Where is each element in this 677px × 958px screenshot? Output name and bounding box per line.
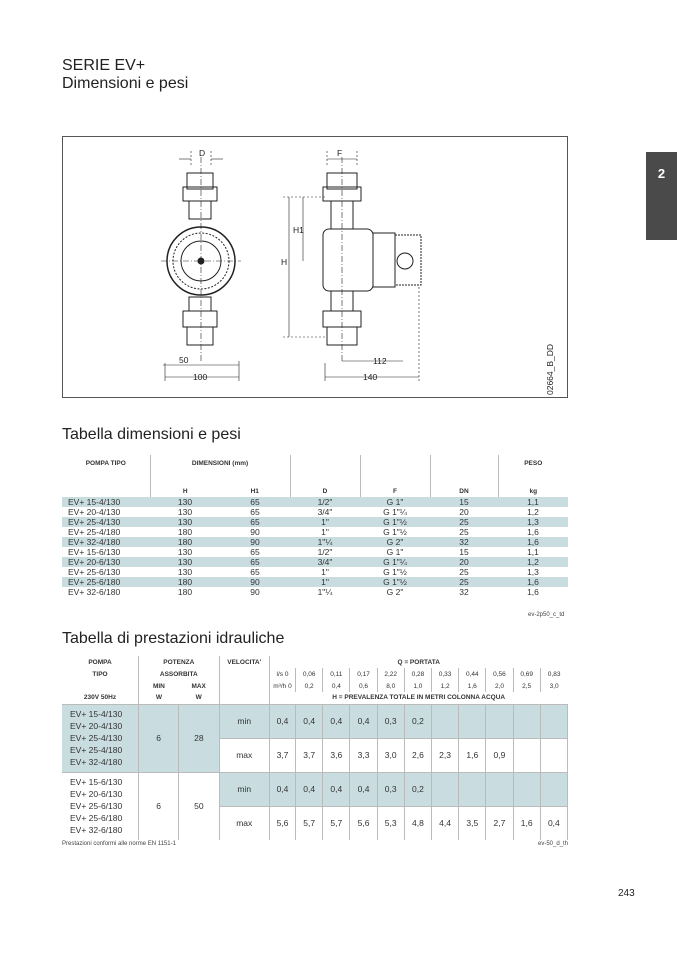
- page-subtitle: Dimensioni e pesi: [62, 75, 189, 92]
- head-value: [513, 704, 540, 738]
- table-row: [62, 527, 568, 537]
- value-cell: 1": [321, 527, 329, 537]
- head-value: 3,0: [377, 738, 404, 772]
- hdr-potenza: POTENZA: [163, 658, 195, 666]
- hdr-peso: PESO: [524, 460, 543, 467]
- ls-val: 0,28: [404, 668, 431, 680]
- hdr-w1: W: [155, 694, 162, 702]
- hdr-dimensioni: DIMENSIONI (mm): [191, 460, 249, 467]
- value-cell: 65: [250, 547, 260, 557]
- pump-list: [62, 704, 139, 772]
- head-value: [513, 738, 540, 772]
- value-cell: 65: [220, 557, 290, 567]
- value-cell: 130: [177, 547, 193, 557]
- speed-min-label: min: [219, 704, 269, 738]
- head-value: 3,3: [350, 738, 377, 772]
- head-value: 5,7: [323, 806, 350, 840]
- table-row: [62, 567, 568, 577]
- value-cell: 130: [177, 567, 193, 577]
- col-dn: DN: [430, 487, 498, 497]
- value-cell: 1,2: [527, 507, 539, 517]
- value-cell: 15: [430, 497, 498, 507]
- pump-name: EV+ 25-6/130: [70, 801, 123, 812]
- value-cell: 1": [290, 517, 360, 527]
- value-cell: 3/4": [317, 507, 333, 517]
- value-cell: 130: [150, 497, 220, 507]
- table-row: [62, 537, 568, 547]
- value-cell: 25: [430, 577, 498, 587]
- table2-note-left: Prestazioni conformi alle norme EN 1151-1: [62, 841, 176, 847]
- ls-val: 0,69: [513, 668, 540, 680]
- ls-val: 0,17: [350, 668, 377, 680]
- value-cell: G 1"½: [383, 567, 407, 577]
- head-value: [432, 704, 459, 738]
- front-view-drawing: [161, 157, 241, 363]
- pump-type-cell: EV+ 32-6/180: [68, 587, 121, 597]
- head-value: [459, 772, 486, 806]
- label-h: H: [281, 257, 288, 267]
- pump-type-cell: EV+ 15-4/130: [62, 497, 150, 507]
- pump-list: [62, 772, 139, 840]
- ls-val: 0,11: [323, 668, 350, 680]
- head-value: 0,2: [404, 772, 431, 806]
- power-min: 6: [139, 772, 179, 840]
- technical-drawing: [62, 136, 568, 398]
- m3h-val: 1,2: [432, 680, 459, 692]
- pump-name: EV+ 25-4/180: [70, 745, 123, 755]
- value-cell: 1,2: [498, 557, 568, 567]
- label-140: 140: [363, 372, 378, 382]
- value-cell: G 1"½: [360, 577, 430, 587]
- value-cell: 20: [430, 557, 498, 567]
- value-cell: 25: [459, 527, 469, 537]
- value-cell: 90: [220, 537, 290, 547]
- value-cell: G 2": [360, 537, 430, 547]
- table-row: [62, 772, 568, 806]
- table2-note-right: ev-50_d_th: [538, 841, 569, 847]
- pump-type-cell: EV+ 20-4/130: [68, 507, 121, 517]
- pump-name: EV+ 15-4/130: [70, 709, 123, 719]
- label-50: 50: [179, 355, 189, 365]
- value-cell: 1,6: [527, 587, 539, 597]
- value-cell: 130: [177, 507, 193, 517]
- head-value: 0,4: [350, 772, 377, 806]
- head-value: 4,4: [432, 806, 459, 840]
- col-kg: kg: [529, 488, 538, 495]
- m3h-val: 8,0: [377, 680, 404, 692]
- pump-type-cell: EV+ 20-6/130: [62, 557, 150, 567]
- label-h1: H1: [293, 225, 304, 235]
- head-value: 0,4: [323, 704, 350, 738]
- power-max: 28: [179, 704, 219, 772]
- m3h-val: 0,6: [350, 680, 377, 692]
- speed-max-label: max: [219, 806, 269, 840]
- pump-type-cell: EV+ 25-6/130: [68, 567, 121, 577]
- head-value: 0,2: [404, 704, 431, 738]
- table1-units-row: [62, 487, 568, 497]
- value-cell: 15: [459, 547, 469, 557]
- m3h-val: 0,2: [296, 680, 323, 692]
- head-value: 5,7: [296, 806, 323, 840]
- series-title: SERIE EV+: [62, 57, 146, 74]
- value-cell: 180: [150, 577, 220, 587]
- table1-header-row: [62, 455, 568, 487]
- value-cell: 65: [250, 567, 260, 577]
- value-cell: 1,6: [498, 577, 568, 587]
- value-cell: 90: [250, 587, 260, 597]
- hdr-min: MIN: [152, 682, 165, 690]
- head-value: 5,6: [269, 806, 295, 840]
- head-value: 0,3: [377, 704, 404, 738]
- head-value: [540, 772, 567, 806]
- ls-val: 2,22: [377, 668, 404, 680]
- head-value: 2,7: [486, 806, 513, 840]
- pump-name: EV+ 25-6/180: [70, 813, 123, 824]
- value-cell: 1": [290, 577, 360, 587]
- value-cell: G 1": [386, 547, 404, 557]
- label-112: 112: [373, 356, 387, 366]
- power-min: 6: [139, 704, 179, 772]
- value-cell: G 1"½: [383, 527, 407, 537]
- m3h-val: 2,5: [513, 680, 540, 692]
- table-row: [62, 557, 568, 567]
- chapter-tab: 2: [646, 152, 677, 240]
- table-row: [62, 587, 568, 597]
- value-cell: 25: [430, 517, 498, 527]
- pump-drawing-svg: [63, 137, 567, 397]
- value-cell: 65: [250, 507, 260, 517]
- ls-val: 0,33: [432, 668, 459, 680]
- table1-title: Tabella dimensioni e pesi: [62, 426, 241, 443]
- head-value: [459, 704, 486, 738]
- pump-type-cell: EV+ 25-4/180: [68, 527, 121, 537]
- head-value: 0,4: [269, 772, 295, 806]
- col-d: D: [290, 487, 360, 497]
- power-max: 50: [179, 772, 219, 840]
- speed-max-label: max: [219, 738, 269, 772]
- col-f: F: [360, 487, 430, 497]
- head-value: 2,6: [404, 738, 431, 772]
- table-row: [62, 577, 568, 587]
- value-cell: 20: [459, 507, 469, 517]
- hdr-velocita: VELOCITA': [219, 656, 269, 668]
- table-row: [62, 547, 568, 557]
- side-view-drawing: [323, 157, 421, 363]
- value-cell: G 1"¼: [383, 507, 407, 517]
- pump-name: EV+ 25-4/130: [70, 733, 123, 743]
- ls-val: 0,83: [547, 670, 561, 678]
- label-d: D: [199, 148, 206, 158]
- value-cell: G 2": [386, 587, 404, 597]
- unit-ls: l/s 0: [269, 668, 295, 680]
- value-cell: 90: [250, 527, 260, 537]
- value-cell: 90: [220, 577, 290, 587]
- m3h-val: 1,6: [459, 680, 486, 692]
- value-cell: 32: [459, 587, 469, 597]
- label-100: 100: [193, 372, 208, 382]
- hdr-prevalenza: H = PREVALENZA TOTALE IN METRI COLONNA ACQUA: [332, 694, 506, 702]
- table2-title: Tabella di prestazioni idrauliche: [62, 630, 285, 647]
- head-value: 3,7: [296, 738, 323, 772]
- head-value: 0,4: [350, 704, 377, 738]
- head-value: 0,3: [377, 772, 404, 806]
- ls-val: 0,44: [459, 668, 486, 680]
- value-cell: G 1"¼: [360, 557, 430, 567]
- value-cell: 32: [430, 537, 498, 547]
- value-cell: G 1": [360, 497, 430, 507]
- value-cell: 1": [321, 567, 329, 577]
- head-value: 5,6: [350, 806, 377, 840]
- m3h-val: 2,0: [486, 680, 513, 692]
- label-f: F: [337, 148, 343, 158]
- head-value: 0,4: [296, 704, 323, 738]
- hdr-portata: Q = PORTATA: [397, 658, 440, 666]
- hdr-pompa: POMPA: [62, 656, 139, 668]
- table-row: [62, 497, 568, 507]
- value-cell: 65: [220, 517, 290, 527]
- value-cell: 1,1: [498, 497, 568, 507]
- head-value: 0,4: [540, 806, 567, 840]
- value-cell: 1"¼: [317, 587, 333, 597]
- table1-note: ev-2p50_c_td: [528, 612, 565, 618]
- pump-type-cell: EV+ 25-4/130: [62, 517, 150, 527]
- head-value: [486, 704, 513, 738]
- hdr-pompa-tipo: POMPA TIPO: [62, 455, 150, 487]
- head-value: 1,6: [459, 738, 486, 772]
- value-cell: 1/2": [290, 497, 360, 507]
- head-value: 3,5: [459, 806, 486, 840]
- m3h-val: 0,4: [323, 680, 350, 692]
- col-h: H: [182, 488, 188, 495]
- pump-name: EV+ 32-6/180: [70, 825, 123, 836]
- performance-table: [62, 656, 568, 840]
- hdr-tipo: TIPO: [62, 668, 139, 680]
- value-cell: 1"¼: [290, 537, 360, 547]
- head-value: 2,3: [432, 738, 459, 772]
- head-value: 0,4: [323, 772, 350, 806]
- head-value: 0,4: [269, 704, 295, 738]
- head-value: [486, 772, 513, 806]
- pump-name: EV+ 32-4/180: [70, 757, 123, 767]
- value-cell: G 1"½: [360, 517, 430, 527]
- value-cell: 180: [177, 527, 193, 537]
- m3h-val: 1,0: [404, 680, 431, 692]
- head-value: 1,6: [513, 806, 540, 840]
- head-value: [513, 772, 540, 806]
- value-cell: 1/2": [317, 547, 333, 557]
- ls-val: 0,06: [296, 668, 323, 680]
- head-value: [432, 772, 459, 806]
- value-cell: 180: [177, 587, 193, 597]
- head-value: 3,6: [323, 738, 350, 772]
- pump-name: EV+ 15-6/130: [70, 777, 123, 788]
- value-cell: 180: [150, 537, 220, 547]
- pump-type-cell: EV+ 15-6/130: [68, 547, 121, 557]
- hdr-max: MAX: [191, 682, 206, 690]
- value-cell: 130: [150, 517, 220, 527]
- head-value: 0,4: [296, 772, 323, 806]
- pump-type-cell: EV+ 32-4/180: [62, 537, 150, 547]
- ls-val: 0,56: [486, 668, 513, 680]
- pump-name: EV+ 20-6/130: [70, 789, 123, 800]
- head-value: 3,7: [269, 738, 295, 772]
- value-cell: 130: [150, 557, 220, 567]
- head-value: 0,9: [486, 738, 513, 772]
- value-cell: 3/4": [290, 557, 360, 567]
- value-cell: 1,6: [527, 527, 539, 537]
- speed-min-label: min: [219, 772, 269, 806]
- hdr-w2: W: [195, 694, 202, 702]
- hdr-assorbita: ASSORBITA: [159, 670, 198, 678]
- dimensions-table: [62, 455, 568, 597]
- table-row: [62, 507, 568, 517]
- pump-name: EV+ 20-4/130: [70, 721, 123, 731]
- head-value: [540, 738, 567, 772]
- head-value: [540, 704, 567, 738]
- value-cell: 65: [220, 497, 290, 507]
- page-number: 243: [618, 888, 635, 899]
- head-value: 4,8: [404, 806, 431, 840]
- col-h1: H1: [250, 488, 259, 495]
- table-row: [62, 704, 568, 738]
- value-cell: 1,6: [498, 537, 568, 547]
- m3h-val: 3,0: [549, 682, 559, 690]
- head-value: 5,3: [377, 806, 404, 840]
- value-cell: 1,1: [527, 547, 539, 557]
- value-cell: 1,3: [498, 517, 568, 527]
- drawing-code: 02664_B_DD: [545, 343, 555, 395]
- pump-type-cell: EV+ 25-6/180: [62, 577, 150, 587]
- value-cell: 25: [459, 567, 469, 577]
- value-cell: 1,3: [527, 567, 539, 577]
- hdr-volt: 230V 50Hz: [62, 692, 139, 704]
- table-row: [62, 517, 568, 527]
- unit-m3h: m³/h 0: [269, 680, 295, 692]
